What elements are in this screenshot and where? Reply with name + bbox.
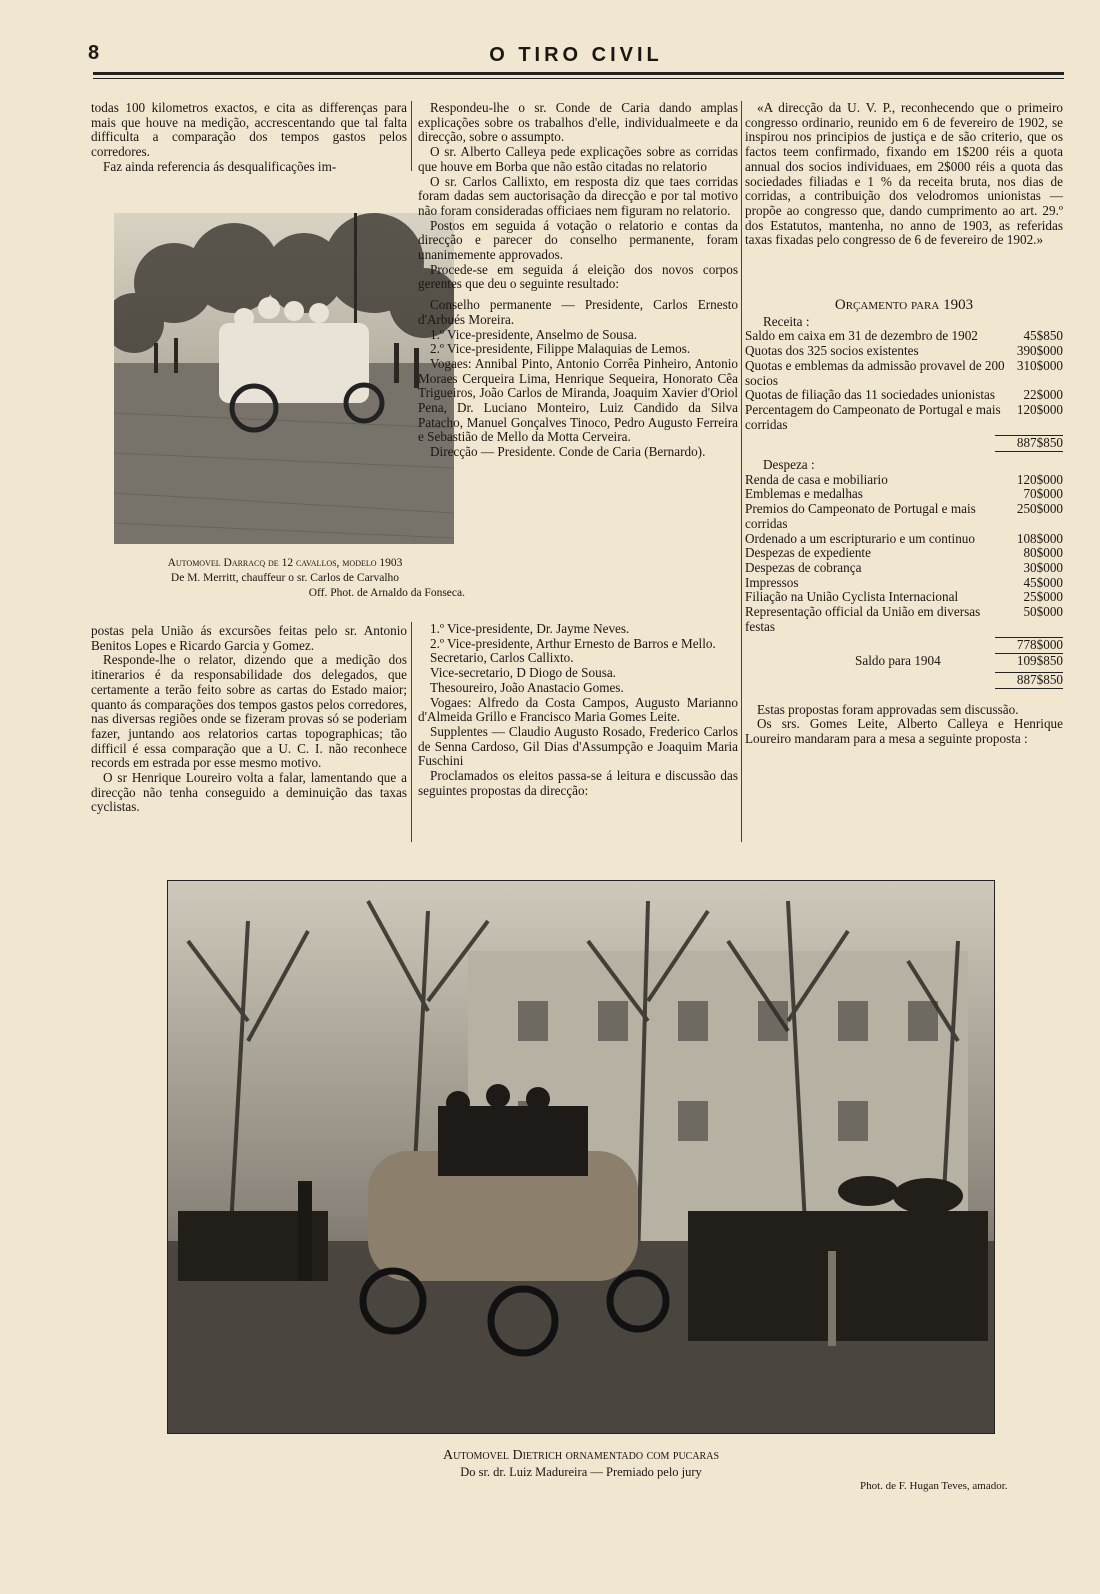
paragraph: todas 100 kilometros exactos, e cita as differenças para mais que houve na medição, accrescentando que tal falta difficulta a comparação dos tempos gastos pelos corredores. xyxy=(91,100,407,160)
paragraph: Proclamados os eleitos passa-se á leitura e discussão das seguintes propostas da direcção: xyxy=(418,768,738,798)
budget-item-amount: 250$000 xyxy=(1016,501,1063,517)
darracq-car-photo xyxy=(114,213,454,544)
budget-row xyxy=(745,359,1063,388)
budget-row xyxy=(745,502,1063,531)
budget-item-amount: 25$000 xyxy=(1023,589,1063,605)
header-rule-thin xyxy=(93,78,1064,79)
header-rule xyxy=(93,72,1064,75)
paragraph: 2.º Vice-presidente, Arthur Ernesto de Barros e Mello. xyxy=(430,635,716,651)
column-divider xyxy=(411,101,412,171)
caption-title: Automovel Dietrich ornamentado com pucaras xyxy=(442,1448,720,1463)
photo-credit: Off. Phot. de Arnaldo da Fonseca. xyxy=(308,587,465,599)
photo-credit: Phot. de F. Hugan Teves, amador. xyxy=(860,1480,1008,1492)
budget-row xyxy=(745,532,1063,547)
budget-row xyxy=(745,403,1063,432)
budget-row xyxy=(745,561,1063,576)
paragraph: Postos em seguida á votação o relatorio e contas da direcção e parecer do conselho permanente, foram unanimemente approvados. xyxy=(418,217,738,263)
photo-2-caption xyxy=(168,1448,994,1480)
paragraph: Direcção — Presidente. Conde de Caria (Bernardo). xyxy=(430,444,706,460)
budget-item-label: Filiação na União Cyclista Internacional xyxy=(745,589,959,605)
page-header xyxy=(88,40,1064,90)
paragraph: postas pela União ás excursões feitas pelo sr. Antonio Benitos Lopes e Ricardo Garcia y Gomez. xyxy=(91,623,407,653)
paragraph: 1.º Vice-presidente, Dr. Jayme Neves. xyxy=(430,621,630,636)
budget-row xyxy=(745,388,1063,403)
caption-title: Automovel Darracq de 12 cavallos, modelo 1903 xyxy=(167,557,403,569)
budget-item-label: Despezas de expediente xyxy=(745,545,871,561)
saldo-row xyxy=(745,654,1063,669)
budget-item-amount: 120$000 xyxy=(1016,401,1063,417)
budget-row xyxy=(745,473,1063,488)
budget-title: Orçamento para 1903 xyxy=(834,297,974,313)
column-divider xyxy=(741,101,742,842)
budget-item-amount: 45$850 xyxy=(1023,328,1063,344)
column-3 xyxy=(745,101,1063,248)
column-2-bottom xyxy=(418,622,738,798)
budget-item-label: Saldo em caixa em 31 de dezembro de 1902 xyxy=(745,328,978,344)
budget-row xyxy=(745,576,1063,591)
despeza-label: Despeza : xyxy=(763,457,815,473)
paragraph: Estas propostas foram approvadas sem discussão. xyxy=(757,701,1019,717)
budget-row xyxy=(745,546,1063,561)
column-1-bottom xyxy=(91,624,407,815)
budget-item-label: Renda de casa e mobiliario xyxy=(745,471,888,487)
paragraph: Faz ainda referencia ás desqualificações im- xyxy=(103,158,337,174)
paragraph: Os srs. Gomes Leite, Alberto Calleya e Henrique Loureiro mandaram para a mesa a seguinte proposta : xyxy=(745,716,1063,746)
budget-item-amount: 80$000 xyxy=(1023,545,1063,561)
page-number: 8 xyxy=(88,42,100,64)
masthead: O TIRO CIVIL xyxy=(489,44,663,66)
caption-line: Do sr. dr. Luiz Madureira — Premiado pelo jury xyxy=(460,1465,702,1479)
budget-row xyxy=(745,590,1063,605)
budget-item-amount: 45$000 xyxy=(1023,574,1063,590)
despeza-total: 887$850 xyxy=(995,672,1063,689)
paragraph: Thesoureiro, João Anastacio Gomes. xyxy=(430,679,624,695)
budget-row xyxy=(745,329,1063,344)
caption-line: De M. Merritt, chauffeur o sr. Carlos de Carvalho xyxy=(170,572,400,584)
budget-item-amount: 70$000 xyxy=(1023,486,1063,502)
budget-item-label: Quotas e emblemas da admissão provavel de 200 socios xyxy=(745,357,1005,388)
paragraph: «A direcção da U. V. P., reconhecendo que o primeiro congresso ordinario, reunido em 6 de fevereiro de 1902, se inspirou nos principios de justiça e de são criterio, que os factos teem confirmado, fixando em 1$200 réis a quota annual dos socios individuaes, em 2$000 réis a quota das sociedades filiadas e 1 % da receita bruta, nos dias de corridas, a contribuição dos velodromos unionistas — propõe ao congresso que, dando cumprimento ao art. 29.º dos Estatutos, mantenha, no anno de 1903, as referidas taxas fixadas pelo congresso de 6 de fevereiro de 1902.» xyxy=(745,100,1063,248)
budget-item-amount: 390$000 xyxy=(1016,343,1063,359)
paragraph: Vice-secretario, D Diogo de Sousa. xyxy=(430,665,616,681)
paragraph: Secretario, Carlos Callixto. xyxy=(430,650,574,666)
budget-row xyxy=(745,344,1063,359)
paragraph: Responde-lhe o relator, dizendo que a medição dos itinerarios é da responsabilidade dos delegados, que certamente a terão feito sobre as cartas do Estado maior; quanto ás comparações dos tempos gastos pelos corredores, nas diversas regiões onde se fizeram provas só se poderiam fazer, juntando aos relatorios cartas topographicas; tão difficil é essa comparação que a U. C. I. não reconhece records em estrada por esse mesmo motivo. xyxy=(91,652,407,771)
receita-total: 887$850 xyxy=(995,435,1063,452)
dietrich-car-photo xyxy=(167,880,995,1434)
budget-item-label: Quotas dos 325 socios existentes xyxy=(745,343,919,359)
paragraph: 1.º Vice-presidente, Anselmo de Sousa. xyxy=(430,326,638,342)
receita-label: Receita : xyxy=(763,313,810,329)
column-divider xyxy=(411,622,412,842)
budget-table xyxy=(745,298,1063,747)
budget-item-label: Percentagem do Campeonato de Portugal e mais corridas xyxy=(745,401,1001,432)
budget-row xyxy=(745,487,1063,502)
budget-item-label: Despezas de cobrança xyxy=(745,559,862,575)
budget-item-label: Ordenado a um escripturario e um continuo xyxy=(745,530,975,546)
paragraph: Vogaes: Alfredo da Costa Campos, Augusto Marianno d'Almeida Grillo e Francisco Maria Gomes Leite. xyxy=(418,694,738,725)
receita-list xyxy=(745,329,1063,432)
budget-item-label: Quotas de filiação das 11 sociedades unionistas xyxy=(745,387,996,403)
paragraph: Vogaes: Annibal Pinto, Antonio Corrêa Pinheiro, Antonio Moraes Cerqueira Lima, Henrique Sequeira, Honorato Cêa Trigueiros, João Carlos de Miranda, Joaquim Xavier d'Oriol Pena, Dr. Luciano Monteiro, Luiz Candido da Silva Patacho, Manuel Gonçalves Tinoco, Pedro Augusto Ferreira e Sebastião de Mello da Motta Cerveira. xyxy=(418,355,738,445)
budget-item-amount: 108$000 xyxy=(1016,530,1063,546)
budget-item-amount: 50$000 xyxy=(1023,604,1063,620)
paragraph: O sr. Carlos Callixto, em resposta diz que taes corridas foram dadas sem auctorisação da direcção e por tal motivo não foram consideradas officiaes nem figuram no relatorio. xyxy=(418,173,738,218)
paragraph: Respondeu-lhe o sr. Conde de Caria dando amplas explicações sobre os trabalhos d'elle, individualmeete e da direcção, sobre o assumpto. xyxy=(418,100,738,145)
budget-item-label: Representação official da União em diversas festas xyxy=(745,604,981,634)
budget-item-amount: 30$000 xyxy=(1023,559,1063,575)
column-1-top xyxy=(91,101,407,175)
paragraph: O sr. Alberto Calleya pede explicações sobre as corridas que houve em Borba que não estão citadas no relatorio xyxy=(418,144,738,174)
photo-1-caption xyxy=(95,556,475,601)
budget-row xyxy=(745,605,1063,634)
budget-item-label: Emblemas e medalhas xyxy=(745,486,863,502)
budget-item-label: Impressos xyxy=(745,574,799,590)
paragraph: Supplentes — Claudio Augusto Rosado, Frederico Carlos de Senna Cardoso, Gil Dias d'Assumpção e Joaquim Maria Fuschini xyxy=(418,723,738,769)
paragraph: Procede-se em seguida á eleição dos novos corpos gerentes que deu o seguinte resultado: xyxy=(418,261,738,292)
paragraph: Conselho permanente — Presidente, Carlos Ernesto d'Arbués Moreira. xyxy=(418,297,738,327)
column-2 xyxy=(418,101,738,460)
budget-item-amount: 120$000 xyxy=(1016,471,1063,487)
paragraph: O sr Henrique Loureiro volta a falar, lamentando que a direcção não tenha conseguido a deminuição das taxas cyclistas. xyxy=(91,770,407,815)
despeza-list xyxy=(745,473,1063,635)
budget-item-label: Premios do Campeonato de Portugal e mais corridas xyxy=(745,501,976,531)
saldo-amount: 109$850 xyxy=(1016,653,1063,669)
budget-item-amount: 22$000 xyxy=(1023,387,1063,403)
despeza-subtotal: 778$000 xyxy=(995,637,1063,654)
budget-item-amount: 310$000 xyxy=(1016,357,1063,373)
saldo-label: Saldo para 1904 xyxy=(855,653,941,669)
paragraph: 2.º Vice-presidente, Filippe Malaquias de Lemos. xyxy=(430,341,691,357)
